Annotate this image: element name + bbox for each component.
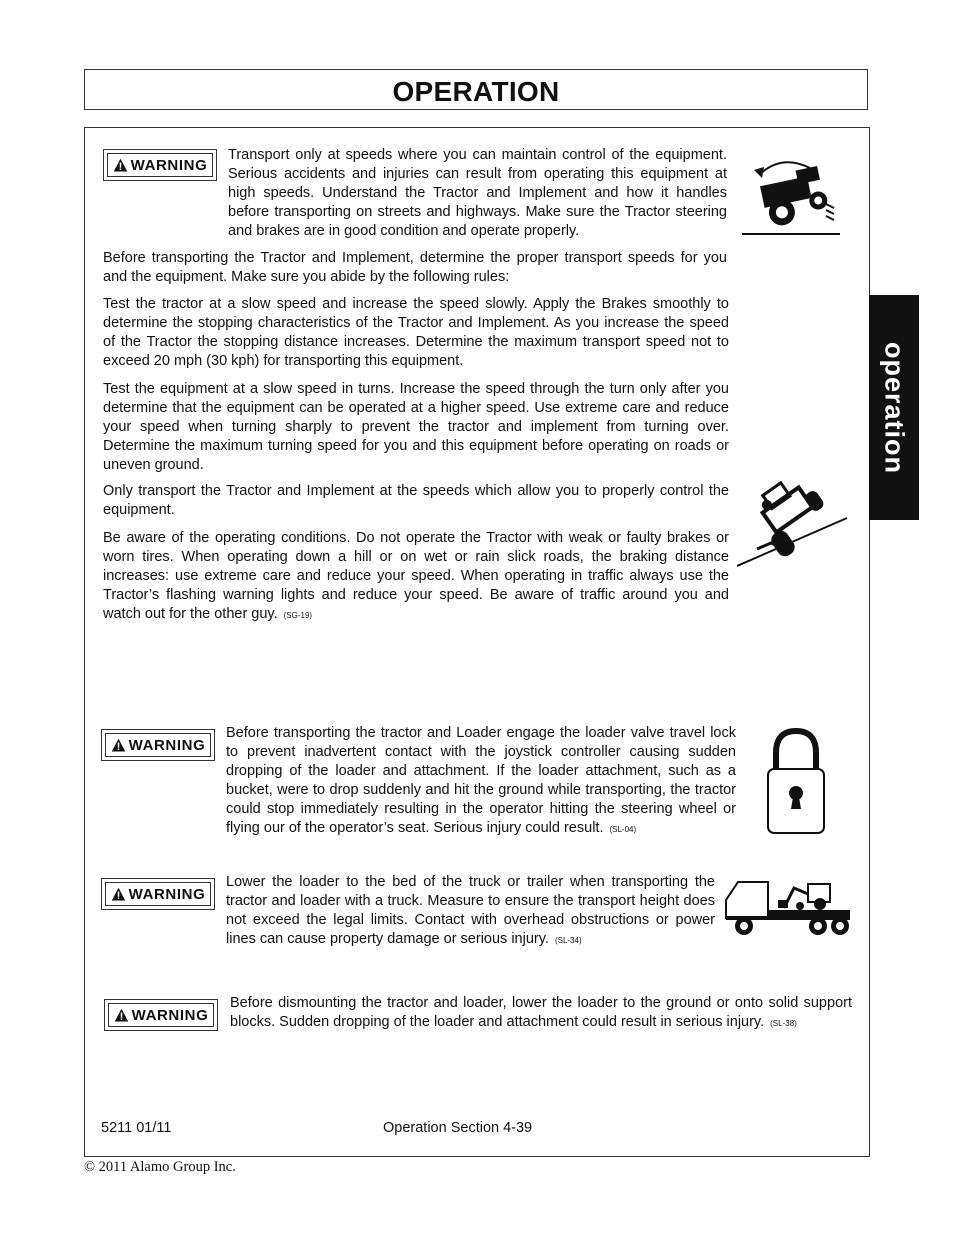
warning-badge-sg19 bbox=[103, 149, 217, 181]
side-section-tab bbox=[869, 295, 919, 520]
sg19-code: (SG-19) bbox=[283, 611, 313, 620]
sl34-code: (SL-34) bbox=[554, 936, 582, 945]
sl04-text: Before transporting the tractor and Loader engage the loader valve travel lock to prevent inadvertent contact with the joystick controller causing sudden dropping of the loader and attachment. If the loader attachment, such as a bucket, were to drop suddenly and hit the ground while transporting, the tractor could stop immediately resulting in the operator hitting the steering wheel or flying our of the operator’s seat. Serious injury could result. bbox=[226, 725, 736, 836]
warning-badge-sl38 bbox=[104, 999, 218, 1031]
sg19-p1-text: Transport only at speeds where you can maintain control of the equipment. Serious accidents and injuries can result from operating this equipment at high speeds. Understand the Tractor and Implement and how it handles before transporting on streets and highways. Make sure the Tractor steering and brakes are in good condition and operate properly. bbox=[228, 147, 727, 239]
footer-section: Operation Section 4-39 bbox=[383, 1120, 533, 1136]
copyright: © 2011 Alamo Group Inc. bbox=[84, 1159, 236, 1175]
sg19-paragraph-2: Before transporting the Tractor and Implement, determine the proper transport speeds for you and the equipment. Make sure you abide by the following rules: bbox=[103, 250, 727, 285]
sl38-text: Before dismounting the tractor and loader, lower the loader to the ground or onto solid support blocks. Sudden dropping of the loader and attachment could result in serious injury. bbox=[230, 995, 852, 1030]
side-tab-label: operation bbox=[879, 341, 910, 474]
sg19-paragraph-1a bbox=[228, 146, 727, 241]
warning-badge-sl34 bbox=[101, 878, 215, 910]
sg19-paragraph-6 bbox=[103, 529, 729, 625]
warning-triangle-icon bbox=[114, 1008, 129, 1023]
warning-badge-sl04 bbox=[101, 729, 215, 761]
truck-transport-illustration bbox=[724, 874, 854, 940]
tractor-speed-illustration bbox=[742, 152, 842, 238]
padlock-icon bbox=[766, 727, 826, 837]
page-title: OPERATION bbox=[392, 76, 560, 107]
page-header-box bbox=[84, 69, 868, 110]
warning-label: WARNING bbox=[130, 156, 208, 174]
warning-label: WARNING bbox=[128, 736, 206, 754]
warning-label: WARNING bbox=[128, 885, 206, 903]
warning-triangle-icon bbox=[111, 738, 126, 753]
sl34-text: Lower the loader to the bed of the truck or trailer when transporting the tractor and loader with a truck. Measure to ensure the transport height does not exceed the legal limits. Contact with overhead obstructions or power lines can cause property damage or serious injury. bbox=[226, 874, 715, 947]
warning-triangle-icon bbox=[113, 158, 128, 173]
sg19-paragraph-3: Test the tractor at a slow speed and increase the speed slowly. Apply the Brakes smoothly to determine the stopping characteristics of the Tractor and Implement. As you increase the speed of the Tractor the stopping distance increases. Determine the maximum transport speed not to exceed 20 mph (30 kph) for transporting this equipment. bbox=[103, 296, 729, 369]
footer-doc-number: 5211 01/11 bbox=[101, 1120, 172, 1136]
sl04-paragraph bbox=[226, 724, 736, 839]
sl04-code: (SL-04) bbox=[609, 825, 637, 834]
sl38-paragraph bbox=[230, 994, 852, 1033]
sg19-paragraph-5: Only transport the Tractor and Implement at the speeds which allow you to properly control the equipment. bbox=[103, 483, 729, 518]
sg19-p6-text: Be aware of the operating conditions. Do not operate the Tractor with weak or faulty brakes or worn tires. When operating down a hill or on wet or rain slick roads, the braking distance increases: use extreme care and reduce your speed. When operating in traffic always use the Tractor’s flashing warning lights and reduce your speed. Be aware of traffic around you and watch out for the other guy. bbox=[103, 530, 729, 622]
sl34-paragraph bbox=[226, 873, 715, 950]
sg19-paragraph-4: Test the equipment at a slow speed in turns. Increase the speed through the turn only after you determine that the equipment can be operated at a higher speed. Use extreme care and reduce your speed when turning sharply to prevent the tractor and implement from turning over. Determine the maximum turning speed for you and this equipment before operating on roads or uneven ground. bbox=[103, 381, 729, 473]
sl38-code: (SL-38) bbox=[770, 1019, 797, 1028]
tractor-rollover-illustration bbox=[737, 463, 849, 569]
warning-triangle-icon bbox=[111, 887, 126, 902]
warning-label: WARNING bbox=[131, 1006, 209, 1024]
